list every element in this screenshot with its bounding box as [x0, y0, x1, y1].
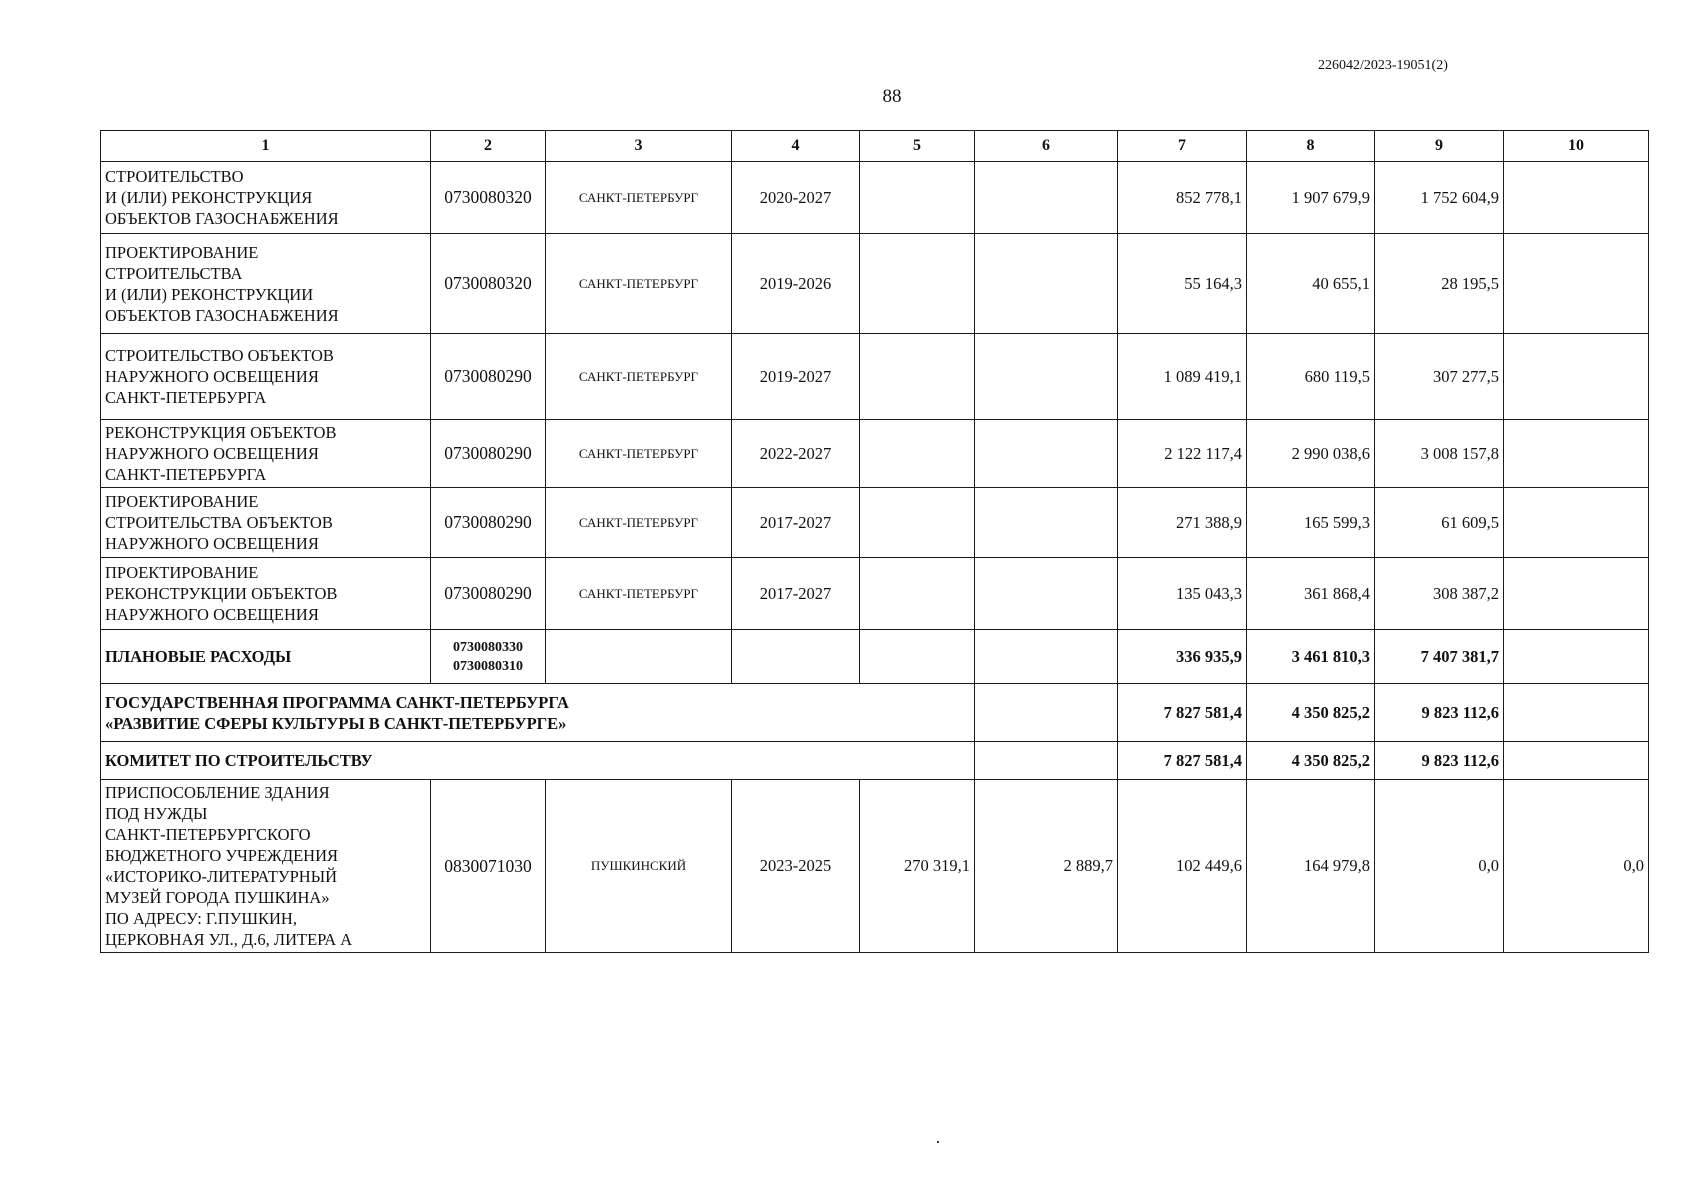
item-name-line: СТРОИТЕЛЬСТВА — [105, 263, 243, 283]
planned-codes — [431, 630, 546, 684]
committee-col8: 4 350 825,2 — [1247, 742, 1375, 780]
item-name-line: ПРОЕКТИРОВАНИЕ — [105, 563, 259, 582]
item-district: САНКТ-ПЕТЕРБУРГ — [546, 334, 732, 420]
item-col8: 40 655,1 — [1247, 234, 1375, 334]
item-period: 2017-2027 — [732, 558, 860, 630]
planned-col9: 7 407 381,7 — [1375, 630, 1504, 684]
scan-artifact — [937, 1141, 939, 1143]
item-col10 — [1504, 420, 1649, 488]
item-name-line: РЕКОНСТРУКЦИИ ОБЪЕКТОВ — [105, 584, 338, 603]
item-name — [101, 558, 431, 630]
committee-col9: 9 823 112,6 — [1375, 742, 1504, 780]
item-col7: 1 089 419,1 — [1118, 334, 1247, 420]
item-col7: 2 122 117,4 — [1118, 420, 1247, 488]
item-col5 — [860, 234, 975, 334]
empty-cell — [1504, 630, 1649, 684]
item-col10 — [1504, 488, 1649, 558]
column-header: 5 — [860, 131, 975, 162]
museum-col8: 164 979,8 — [1247, 780, 1375, 953]
item-period: 2020-2027 — [732, 162, 860, 234]
museum-col7: 102 449,6 — [1118, 780, 1247, 953]
item-name-line: СТРОИТЕЛЬСТВО ОБЪЕКТОВ — [105, 346, 334, 365]
item-col8: 165 599,3 — [1247, 488, 1375, 558]
planned-code: 0730080330 — [453, 639, 523, 655]
table-row — [101, 488, 1649, 558]
budget-table — [100, 130, 1649, 953]
item-name-line: НАРУЖНОГО ОСВЕЩЕНИЯ — [105, 444, 319, 463]
column-header: 2 — [431, 131, 546, 162]
table-row — [101, 334, 1649, 420]
museum-name-line: ПО АДРЕСУ: Г.ПУШКИН, — [105, 909, 297, 928]
item-code: 0730080320 — [431, 234, 546, 334]
item-name — [101, 334, 431, 420]
museum-name-line: САНКТ-ПЕТЕРБУРГСКОГО — [105, 825, 311, 844]
item-col6 — [975, 234, 1118, 334]
item-col7: 135 043,3 — [1118, 558, 1247, 630]
item-name-line: И (ИЛИ) РЕКОНСТРУКЦИИ — [105, 284, 314, 304]
item-code: 0730080290 — [431, 488, 546, 558]
item-col7: 55 164,3 — [1118, 234, 1247, 334]
empty-cell — [1504, 684, 1649, 742]
planned-expenses-row — [101, 630, 1649, 684]
table-row — [101, 234, 1649, 334]
program-title — [101, 684, 975, 742]
item-col9: 308 387,2 — [1375, 558, 1504, 630]
program-title-line: «РАЗВИТИЕ СФЕРЫ КУЛЬТУРЫ В САНКТ-ПЕТЕРБУРГЕ» — [105, 713, 567, 733]
item-col6 — [975, 162, 1118, 234]
program-title-line: ГОСУДАРСТВЕННАЯ ПРОГРАММА САНКТ-ПЕТЕРБУРГА — [105, 692, 569, 712]
item-period: 2019-2026 — [732, 234, 860, 334]
item-col9: 3 008 157,8 — [1375, 420, 1504, 488]
item-name-line: НАРУЖНОГО ОСВЕЩЕНИЯ — [105, 605, 319, 624]
item-district: САНКТ-ПЕТЕРБУРГ — [546, 234, 732, 334]
column-header: 9 — [1375, 131, 1504, 162]
museum-district: ПУШКИНСКИЙ — [546, 780, 732, 953]
museum-name-line: «ИСТОРИКО-ЛИТЕРАТУРНЫЙ — [105, 867, 337, 886]
item-col9: 307 277,5 — [1375, 334, 1504, 420]
program-row — [101, 684, 1649, 742]
museum-code: 0830071030 — [431, 780, 546, 953]
item-period: 2022-2027 — [732, 420, 860, 488]
empty-cell — [732, 630, 860, 684]
museum-col10: 0,0 — [1504, 780, 1649, 953]
planned-code: 0730080310 — [453, 658, 523, 674]
column-header: 6 — [975, 131, 1118, 162]
program-col9: 9 823 112,6 — [1375, 684, 1504, 742]
empty-cell — [1504, 742, 1649, 780]
item-col8: 361 868,4 — [1247, 558, 1375, 630]
item-name-line: НАРУЖНОГО ОСВЕЩЕНИЯ — [105, 367, 319, 386]
item-period: 2019-2027 — [732, 334, 860, 420]
museum-name-line: ПОД НУЖДЫ — [105, 804, 208, 823]
item-col6 — [975, 420, 1118, 488]
item-col8: 2 990 038,6 — [1247, 420, 1375, 488]
item-name — [101, 420, 431, 488]
column-header: 1 — [101, 131, 431, 162]
item-district: САНКТ-ПЕТЕРБУРГ — [546, 488, 732, 558]
item-code: 0730080290 — [431, 334, 546, 420]
museum-period: 2023-2025 — [732, 780, 860, 953]
museum-col5: 270 319,1 — [860, 780, 975, 953]
item-col9: 28 195,5 — [1375, 234, 1504, 334]
item-name-line: СТРОИТЕЛЬСТВА ОБЪЕКТОВ — [105, 513, 333, 532]
item-name-line: РЕКОНСТРУКЦИЯ ОБЪЕКТОВ — [105, 423, 337, 442]
item-col9: 61 609,5 — [1375, 488, 1504, 558]
item-col7: 852 778,1 — [1118, 162, 1247, 234]
item-district: САНКТ-ПЕТЕРБУРГ — [546, 162, 732, 234]
item-code: 0730080320 — [431, 162, 546, 234]
program-col8: 4 350 825,2 — [1247, 684, 1375, 742]
item-name — [101, 488, 431, 558]
item-col10 — [1504, 334, 1649, 420]
museum-name-line: МУЗЕЙ ГОРОДА ПУШКИНА» — [105, 888, 330, 907]
item-name-line: ОБЪЕКТОВ ГАЗОСНАБЖЕНИЯ — [105, 209, 339, 228]
item-district: САНКТ-ПЕТЕРБУРГ — [546, 558, 732, 630]
item-col6 — [975, 558, 1118, 630]
item-name-line: САНКТ-ПЕТЕРБУРГА — [105, 465, 267, 484]
empty-cell — [975, 630, 1118, 684]
column-header: 10 — [1504, 131, 1649, 162]
empty-cell — [860, 630, 975, 684]
museum-name-line: ПРИСПОСОБЛЕНИЕ ЗДАНИЯ — [105, 783, 330, 802]
item-name-line: ПРОЕКТИРОВАНИЕ — [105, 242, 259, 262]
committee-col7: 7 827 581,4 — [1118, 742, 1247, 780]
museum-col9: 0,0 — [1375, 780, 1504, 953]
planned-col7: 336 935,9 — [1118, 630, 1247, 684]
item-col10 — [1504, 558, 1649, 630]
document-number: 226042/2023-19051(2) — [1318, 58, 1448, 73]
item-name-line: НАРУЖНОГО ОСВЕЩЕНИЯ — [105, 534, 319, 553]
museum-name — [101, 780, 431, 953]
planned-col8: 3 461 810,3 — [1247, 630, 1375, 684]
item-col8: 1 907 679,9 — [1247, 162, 1375, 234]
column-header: 8 — [1247, 131, 1375, 162]
table-row — [101, 420, 1649, 488]
column-header: 3 — [546, 131, 732, 162]
museum-col6: 2 889,7 — [975, 780, 1118, 953]
committee-title: КОМИТЕТ ПО СТРОИТЕЛЬСТВУ — [101, 742, 975, 780]
item-name — [101, 234, 431, 334]
table-row — [101, 162, 1649, 234]
column-header: 4 — [732, 131, 860, 162]
table-row — [101, 558, 1649, 630]
empty-cell — [975, 684, 1118, 742]
museum-name-line: ЦЕРКОВНАЯ УЛ., Д.6, ЛИТЕРА А — [105, 930, 353, 949]
item-col8: 680 119,5 — [1247, 334, 1375, 420]
museum-name-line: БЮДЖЕТНОГО УЧРЕЖДЕНИЯ — [105, 846, 339, 865]
item-col9: 1 752 604,9 — [1375, 162, 1504, 234]
item-col5 — [860, 420, 975, 488]
item-name-line: И (ИЛИ) РЕКОНСТРУКЦИЯ — [105, 188, 313, 207]
header-row — [101, 131, 1649, 162]
item-col5 — [860, 162, 975, 234]
museum-row — [101, 780, 1649, 953]
item-col5 — [860, 558, 975, 630]
item-col10 — [1504, 234, 1649, 334]
item-col5 — [860, 334, 975, 420]
program-col7: 7 827 581,4 — [1118, 684, 1247, 742]
empty-cell — [975, 742, 1118, 780]
item-name-line: ПРОЕКТИРОВАНИЕ — [105, 492, 259, 511]
committee-row — [101, 742, 1649, 780]
item-col5 — [860, 488, 975, 558]
empty-cell — [546, 630, 732, 684]
item-col6 — [975, 334, 1118, 420]
item-code: 0730080290 — [431, 558, 546, 630]
item-name-line: ОБЪЕКТОВ ГАЗОСНАБЖЕНИЯ — [105, 305, 339, 325]
item-name-line: САНКТ-ПЕТЕРБУРГА — [105, 388, 267, 407]
item-col7: 271 388,9 — [1118, 488, 1247, 558]
page-number: 88 — [882, 86, 902, 107]
item-col6 — [975, 488, 1118, 558]
item-name — [101, 162, 431, 234]
item-district: САНКТ-ПЕТЕРБУРГ — [546, 420, 732, 488]
column-header: 7 — [1118, 131, 1247, 162]
item-code: 0730080290 — [431, 420, 546, 488]
item-period: 2017-2027 — [732, 488, 860, 558]
item-name-line: СТРОИТЕЛЬСТВО — [105, 167, 244, 186]
item-col10 — [1504, 162, 1649, 234]
planned-label: ПЛАНОВЫЕ РАСХОДЫ — [101, 630, 431, 684]
